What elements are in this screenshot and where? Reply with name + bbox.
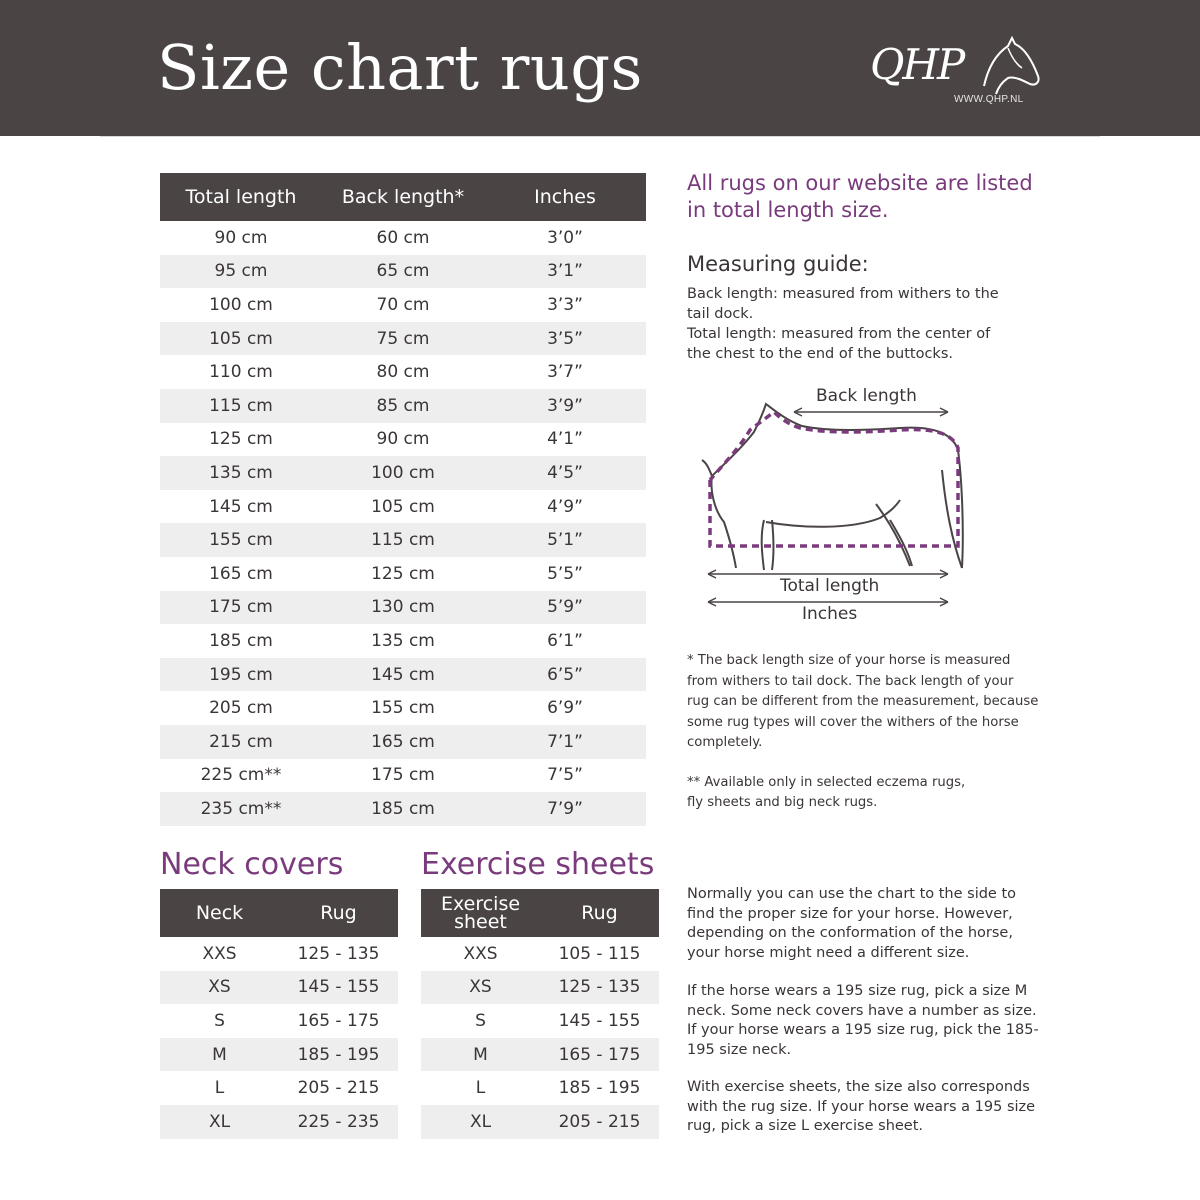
- rug-size-table: [160, 173, 646, 826]
- exercise-sheet-size-cell: L: [475, 1078, 486, 1099]
- neck-size-cell: XXS: [202, 943, 237, 964]
- col-header-rug: Rug: [279, 889, 398, 937]
- table-row: [160, 1038, 398, 1072]
- inches-cell: 4’9”: [547, 496, 583, 517]
- total-length-cell: 195 cm: [160, 658, 322, 692]
- back-length-cell: 80 cm: [376, 362, 430, 383]
- back-length-cell: 85 cm: [322, 389, 484, 423]
- table-row: [160, 456, 646, 490]
- back-length-cell: 65 cm: [322, 255, 484, 289]
- table-row: [160, 288, 646, 322]
- qhp-logo: [862, 28, 1052, 108]
- inches-cell: 3’0”: [547, 227, 583, 248]
- inches-cell: 6’5”: [484, 658, 646, 692]
- rug-size-cell: 145 - 155: [558, 1010, 641, 1031]
- table-row: [421, 971, 659, 1005]
- back-length-cell: 90 cm: [376, 429, 430, 450]
- availability-footnote-line-1: ** Available only in selected eczema rugs,: [687, 775, 966, 790]
- table-row: [421, 1004, 659, 1038]
- total-length-cell: 90 cm: [214, 227, 268, 248]
- exercise-sheets-title: Exercise sheets: [421, 847, 655, 882]
- neck-covers-table: [160, 889, 398, 1139]
- rug-size-cell: 205 - 215: [540, 1105, 659, 1139]
- col-header-total-length: Total length: [160, 173, 322, 221]
- availability-footnote-line-2: fly sheets and big neck rugs.: [687, 795, 878, 810]
- inches-cell: 7’1”: [484, 725, 646, 759]
- table-row: [421, 937, 659, 971]
- inches-cell: 3’1”: [484, 255, 646, 289]
- rug-size-cell: 125 - 135: [540, 971, 659, 1005]
- rug-size-cell: 125 - 135: [297, 943, 380, 964]
- back-length-cell: 115 cm: [322, 523, 484, 557]
- table-row: [160, 591, 646, 625]
- back-length-cell: 100 cm: [322, 456, 484, 490]
- inches-cell: 5’1”: [484, 523, 646, 557]
- total-length-cell: 145 cm: [209, 496, 273, 517]
- neck-size-cell: S: [214, 1010, 225, 1031]
- total-length-cell: 135 cm: [160, 456, 322, 490]
- table-row: [421, 1071, 659, 1105]
- col-header-exercise-sheet-line-1: Exercise: [440, 893, 521, 915]
- back-length-cell: 155 cm: [371, 698, 435, 719]
- exercise-sheet-size-cell: M: [421, 1038, 540, 1072]
- rug-size-cell: 165 - 175: [540, 1038, 659, 1072]
- advice-paragraph-neck: If the horse wears a 195 size rug, pick a size M neck. Some neck covers have a number as size. If your horse wears a 195 size rug, pick the 185-195 size neck.: [687, 983, 1039, 1058]
- table-row: [160, 322, 646, 356]
- exercise-sheets-table: [421, 889, 659, 1139]
- neck-size-cell: XL: [160, 1105, 279, 1139]
- col-header-exercise-sheet-line-2: sheet: [454, 911, 507, 933]
- table-row: [160, 423, 646, 457]
- total-length-cell: 100 cm: [209, 294, 273, 315]
- table-row: [160, 490, 646, 524]
- rug-size-cell: 185 - 195: [279, 1038, 398, 1072]
- inches-cell: 4’1”: [547, 429, 583, 450]
- intro-statement: All rugs on our website are listed in total length size.: [687, 171, 1033, 222]
- col-header-inches: Inches: [484, 173, 646, 221]
- total-length-cell: 115 cm: [160, 389, 322, 423]
- table-row: [160, 355, 646, 389]
- inches-cell: 6’9”: [547, 698, 583, 719]
- table-row: [160, 937, 398, 971]
- exercise-sheet-size-cell: XS: [421, 971, 540, 1005]
- measuring-guide-title: Measuring guide:: [687, 252, 869, 276]
- back-length-cell: 105 cm: [371, 496, 435, 517]
- exercise-sheet-size-cell: XL: [421, 1105, 540, 1139]
- rug-size-cell: 105 - 115: [558, 943, 641, 964]
- table-row: [160, 658, 646, 692]
- inches-cell: 3’3”: [547, 294, 583, 315]
- back-length-cell: 60 cm: [376, 227, 430, 248]
- total-length-cell: 155 cm: [160, 523, 322, 557]
- back-length-cell: 125 cm: [371, 563, 435, 584]
- back-length-footnote: * The back length size of your horse is measured from withers to tail dock. The back length of your rug can be different from the measurement, because some rug types will cover the withers of the horse completely.: [687, 653, 1039, 750]
- table-row: [160, 1071, 398, 1105]
- neck-size-cell: XS: [160, 971, 279, 1005]
- col-header-rug: Rug: [540, 889, 659, 937]
- table-row: [421, 1105, 659, 1139]
- inches-label: Inches: [802, 604, 858, 624]
- table-header-row: [160, 889, 398, 937]
- table-row: [160, 557, 646, 591]
- header-divider: [100, 136, 1100, 137]
- table-row: [160, 389, 646, 423]
- col-header-back-length: Back length*: [322, 173, 484, 221]
- rug-size-cell: 145 - 155: [279, 971, 398, 1005]
- table-row: [160, 523, 646, 557]
- page-title: Size chart rugs: [157, 31, 643, 104]
- inches-cell: 6’1”: [547, 630, 583, 651]
- col-header-exercise-sheet: [421, 889, 540, 937]
- table-row: [160, 691, 646, 725]
- total-length-cell: 235 cm**: [160, 792, 322, 826]
- table-row: [160, 221, 646, 255]
- neck-covers-title: Neck covers: [160, 847, 344, 882]
- total-length-cell: 175 cm: [160, 591, 322, 625]
- table-row: [160, 971, 398, 1005]
- total-length-cell: 105 cm: [160, 322, 322, 356]
- inches-cell: 3’7”: [547, 362, 583, 383]
- total-length-cell: 110 cm: [209, 362, 273, 383]
- inches-cell: 7’9”: [484, 792, 646, 826]
- back-length-label: Back length: [816, 386, 917, 406]
- advice-paragraph-general: Normally you can use the chart to the side to find the proper size for your horse. However, depending on the conformation of the horse, your horse might need a different size.: [687, 886, 1017, 961]
- table-header-row: [421, 889, 659, 937]
- neck-size-cell: M: [160, 1038, 279, 1072]
- exercise-sheet-size-cell: XXS: [463, 943, 498, 964]
- back-length-cell: 130 cm: [322, 591, 484, 625]
- inches-cell: 3’5”: [484, 322, 646, 356]
- total-length-cell: 205 cm: [209, 698, 273, 719]
- table-row: [160, 1004, 398, 1038]
- back-length-cell: 145 cm: [322, 658, 484, 692]
- back-length-cell: 70 cm: [376, 294, 430, 315]
- advice-paragraph-exercise: With exercise sheets, the size also corresponds with the rug size. If your horse wears a 195 size rug, pick a size L exercise sheet.: [687, 1079, 1036, 1134]
- total-length-cell: 215 cm: [160, 725, 322, 759]
- table-row: [160, 759, 646, 793]
- total-length-cell: 165 cm: [209, 563, 273, 584]
- back-length-cell: 165 cm: [322, 725, 484, 759]
- back-length-cell: 175 cm: [371, 765, 435, 786]
- table-header-row: [160, 173, 646, 221]
- col-header-neck: Neck: [160, 889, 279, 937]
- back-length-definition: Back length: measured from withers to the tail dock.: [687, 286, 999, 322]
- total-length-cell: 225 cm**: [200, 765, 282, 786]
- inches-cell: 5’9”: [484, 591, 646, 625]
- table-row: [160, 725, 646, 759]
- rug-size-cell: 225 - 235: [279, 1105, 398, 1139]
- logo-wordmark: QHP: [870, 40, 964, 89]
- logo-url: WWW.QHP.NL: [954, 94, 1024, 105]
- page-header: [0, 0, 1200, 136]
- total-length-cell: 185 cm: [209, 630, 273, 651]
- table-row: [160, 624, 646, 658]
- back-length-cell: 75 cm: [322, 322, 484, 356]
- horse-measurement-diagram: [690, 380, 980, 630]
- total-length-label: Total length: [780, 576, 880, 596]
- total-length-cell: 95 cm: [160, 255, 322, 289]
- table-row: [421, 1038, 659, 1072]
- inches-cell: 5’5”: [547, 563, 583, 584]
- neck-size-cell: L: [214, 1078, 225, 1099]
- total-length-definition: Total length: measured from the center of the chest to the end of the buttocks.: [687, 326, 991, 362]
- table-row: [160, 1105, 398, 1139]
- back-length-cell: 135 cm: [371, 630, 435, 651]
- inches-cell: 7’5”: [547, 765, 583, 786]
- rug-size-cell: 205 - 215: [297, 1078, 380, 1099]
- back-length-cell: 185 cm: [322, 792, 484, 826]
- inches-cell: 4’5”: [484, 456, 646, 490]
- inches-cell: 3’9”: [484, 389, 646, 423]
- total-length-cell: 125 cm: [209, 429, 273, 450]
- rug-size-cell: 185 - 195: [558, 1078, 641, 1099]
- table-row: [160, 792, 646, 826]
- rug-size-cell: 165 - 175: [297, 1010, 380, 1031]
- table-row: [160, 255, 646, 289]
- exercise-sheet-size-cell: S: [475, 1010, 486, 1031]
